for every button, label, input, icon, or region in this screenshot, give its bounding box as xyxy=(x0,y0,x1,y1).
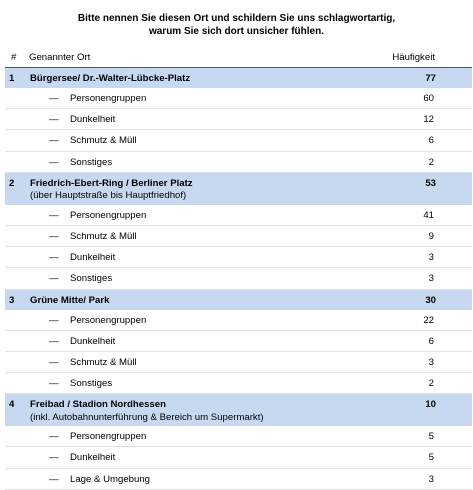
group-row xyxy=(5,394,472,426)
item-label: Sonstiges xyxy=(70,378,113,390)
item-value: 2 xyxy=(428,156,434,168)
group-row xyxy=(5,290,472,310)
dash-bullet: — xyxy=(49,93,59,104)
group-name: Grüne Mitte/ Park xyxy=(30,294,110,306)
dash-bullet: — xyxy=(49,473,59,485)
dash-bullet: — xyxy=(49,314,59,326)
item-value: 3 xyxy=(428,473,434,485)
item-label: Dunkelheit xyxy=(70,335,116,347)
group-row xyxy=(5,173,472,205)
dash-bullet: — xyxy=(49,273,59,285)
dash-bullet: — xyxy=(49,356,59,368)
group-name: Bürgersee/ Dr.-Walter-Lübcke-Platz xyxy=(30,73,191,84)
group-name-cell xyxy=(30,178,193,203)
table-body xyxy=(5,68,472,490)
dash-bullet: — xyxy=(49,230,59,242)
item-label: Personengruppen xyxy=(70,314,147,326)
item-label: Schmutz & Müll xyxy=(70,356,137,368)
item-value: 41 xyxy=(423,209,434,221)
item-value: 5 xyxy=(428,452,434,464)
dash-bullet: — xyxy=(49,378,59,390)
item-row xyxy=(5,247,472,268)
table-header xyxy=(5,49,472,68)
item-label: Schmutz & Müll xyxy=(70,230,137,242)
item-value: 60 xyxy=(423,93,434,104)
dash-bullet: — xyxy=(49,335,59,347)
item-row xyxy=(5,205,472,226)
group-name-cell xyxy=(30,399,264,424)
group-name: Freibad / Stadion Nordhessen xyxy=(30,399,166,411)
group-subname: (inkl. Autobahnunterführung & Bereich um Supermarkt) xyxy=(30,411,264,423)
dash-bullet: — xyxy=(49,452,59,464)
item-value: 3 xyxy=(428,356,434,368)
group-total: 53 xyxy=(425,177,436,189)
item-value: 3 xyxy=(428,252,434,264)
group-row xyxy=(5,68,472,88)
item-label: Sonstiges xyxy=(70,156,113,168)
group-subname: (über Hauptstraße bis Hauptfriedhof) xyxy=(30,190,187,202)
item-row xyxy=(5,447,472,468)
item-label: Dunkelheit xyxy=(70,252,116,264)
item-row xyxy=(5,226,472,247)
item-value: 22 xyxy=(423,314,434,326)
item-value: 12 xyxy=(423,114,434,126)
item-row xyxy=(5,331,472,352)
group-name-cell xyxy=(30,73,190,85)
group-name-cell xyxy=(30,295,109,307)
dash-bullet: — xyxy=(49,252,59,264)
item-value: 5 xyxy=(428,431,434,443)
item-value: 3 xyxy=(428,273,434,285)
item-label: Schmutz & Müll xyxy=(70,135,137,147)
item-value: 2 xyxy=(428,378,434,390)
header-name: Genannter Ort xyxy=(29,52,91,63)
question-title-line-2: warum Sie sich dort unsicher fühlen. xyxy=(148,26,325,37)
item-row xyxy=(5,152,472,173)
question-title-line-1: Bitte nennen Sie diesen Ort und schildern Sie uns schlagwortartig, xyxy=(77,13,396,24)
item-row xyxy=(5,352,472,373)
group-total: 77 xyxy=(425,73,436,84)
item-label: Lage & Umgebung xyxy=(70,473,151,485)
group-number: 1 xyxy=(9,73,15,84)
item-row xyxy=(5,426,472,447)
item-value: 6 xyxy=(428,135,434,147)
group-number: 2 xyxy=(9,177,15,189)
item-row xyxy=(5,268,472,289)
item-label: Personengruppen xyxy=(70,209,147,221)
frequency-table xyxy=(5,49,472,490)
item-row xyxy=(5,109,472,130)
dash-bullet: — xyxy=(49,156,59,168)
item-label: Sonstiges xyxy=(70,273,113,285)
item-label: Dunkelheit xyxy=(70,114,116,126)
item-row xyxy=(5,310,472,331)
dash-bullet: — xyxy=(49,114,59,126)
header-num: # xyxy=(11,52,17,63)
header-frequency: Häufigkeit xyxy=(392,52,435,63)
group-total: 30 xyxy=(425,294,436,306)
question-title xyxy=(0,12,473,38)
dash-bullet: — xyxy=(49,209,59,221)
item-value: 6 xyxy=(428,335,434,347)
group-number: 3 xyxy=(9,294,15,306)
group-number: 4 xyxy=(9,399,15,411)
item-label: Personengruppen xyxy=(70,93,147,104)
dash-bullet: — xyxy=(49,135,59,147)
item-row xyxy=(5,130,472,151)
item-row xyxy=(5,373,472,394)
item-value: 9 xyxy=(428,230,434,242)
item-label: Personengruppen xyxy=(70,431,147,443)
dash-bullet: — xyxy=(49,431,59,443)
item-row xyxy=(5,469,472,490)
item-row xyxy=(5,88,472,109)
item-label: Dunkelheit xyxy=(70,452,116,464)
group-total: 10 xyxy=(425,399,436,411)
group-name: Friedrich-Ebert-Ring / Berliner Platz xyxy=(30,177,193,189)
